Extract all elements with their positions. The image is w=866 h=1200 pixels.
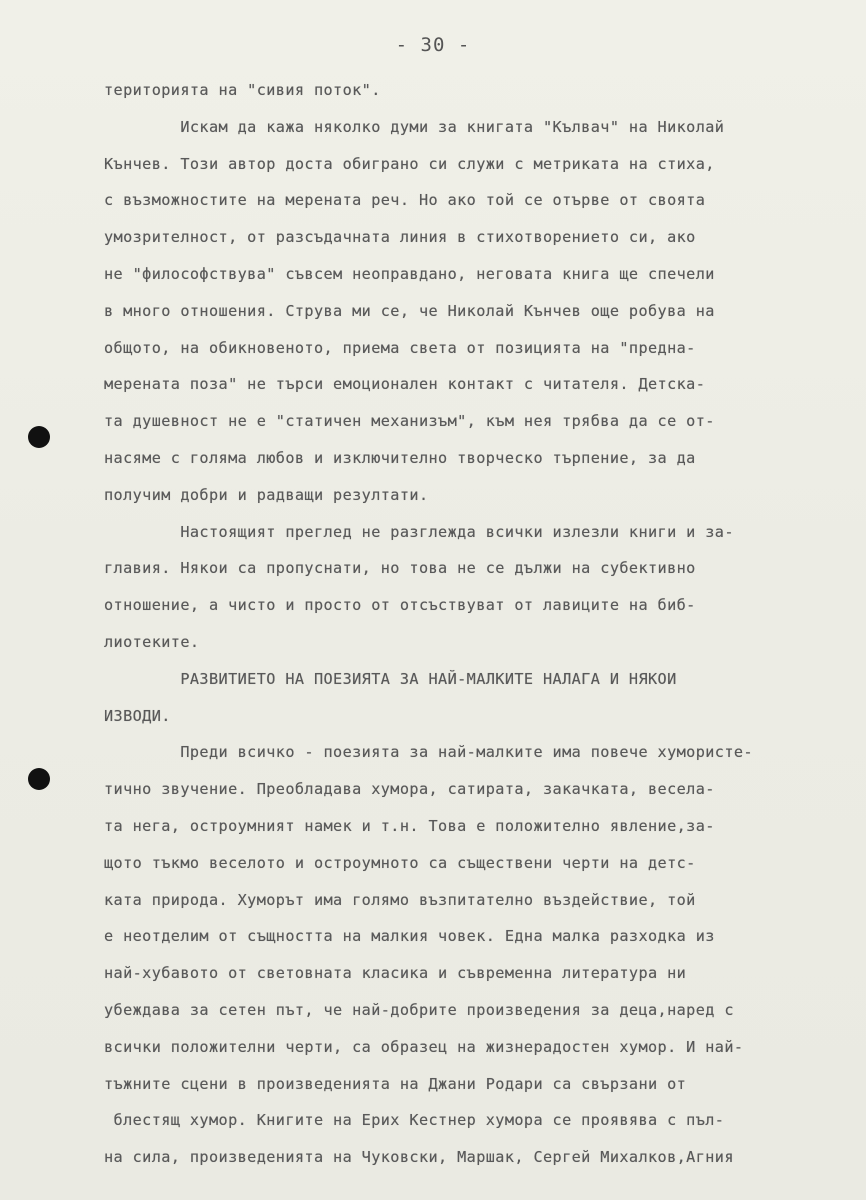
text-line: насяме с голяма любов и изключително творческо търпение, за да bbox=[104, 448, 696, 467]
text-line: тично звучение. Преобладава хумора, сатирата, закачката, весела- bbox=[104, 780, 715, 799]
text-line: в много отношения. Струва ми се, че Николай Кънчев още робува на bbox=[104, 301, 715, 320]
text-line: главия. Някои са пропуснати, но това не се дължи на субективно bbox=[104, 559, 696, 578]
body-text bbox=[104, 72, 834, 1176]
text-line: общото, на обикновеното, приема света от позицията на "предна- bbox=[104, 338, 696, 357]
punch-hole bbox=[28, 426, 50, 448]
text-line: лиотеките. bbox=[104, 632, 200, 651]
text-line: Настоящият преглед не разглежда всички излезли книги и за- bbox=[104, 522, 734, 541]
punch-hole bbox=[28, 768, 50, 790]
text-line: Преди всичко - поезията за най-малките има повече хумористе- bbox=[104, 743, 753, 762]
text-line: та нега, остроумният намек и т.н. Това е положително явление,за- bbox=[104, 816, 715, 835]
text-line: тъжните сцени в произведенията на Джани Родари са свързани от bbox=[104, 1074, 687, 1093]
text-line: е неотделим от същността на малкия човек. Една малка разходка из bbox=[104, 927, 715, 946]
text-line: убеждава за сетен път, че най-добрите произведения за деца,наред с bbox=[104, 1000, 734, 1019]
text-line: не "философствува" съвсем неоправдано, неговата книга ще спечели bbox=[104, 264, 715, 283]
text-line: отношение, а чисто и просто от отсъствуват от лавиците на биб- bbox=[104, 596, 696, 615]
text-line: ката природа. Хуморът има голямо възпитателно въздействие, той bbox=[104, 890, 696, 909]
text-line: всички положителни черти, са образец на жизнерадостен хумор. И най- bbox=[104, 1037, 744, 1056]
text-line: с възможностите на мерената реч. Но ако той се отърве от своята bbox=[104, 191, 706, 210]
section-heading-line: РАЗВИТИЕТО НА ПОЕЗИЯТА ЗА НАЙ-МАЛКИТЕ НАЛАГА И НЯКОИ bbox=[104, 669, 677, 688]
text-line: получим добри и радващи резултати. bbox=[104, 485, 429, 504]
text-line: умозрителност, от разсъдачната линия в стихотворението си, ако bbox=[104, 228, 696, 247]
text-line: най-хубавото от световната класика и съвременна литература ни bbox=[104, 964, 687, 983]
text-line: та душевност не е "статичен механизъм", към нея трябва да се от- bbox=[104, 412, 715, 431]
text-line: блестящ хумор. Книгите на Ерих Кестнер хумора се проявява с пъл- bbox=[104, 1111, 725, 1130]
text-line: щото тъкмо веселото и остроумното са съществени черти на детс- bbox=[104, 853, 696, 872]
page-number: - 30 - bbox=[395, 34, 471, 56]
text-line: мерената поза" не търси емоционален контакт с читателя. Детска- bbox=[104, 375, 706, 394]
section-heading-line: ИЗВОДИ. bbox=[104, 706, 171, 725]
text-line: територията на "сивия поток". bbox=[104, 81, 381, 99]
text-line: на сила, произведенията на Чуковски, Маршак, Сергей Михалков,Агния bbox=[104, 1148, 734, 1167]
text-line: Искам да кажа няколко думи за книгата "Кълвач" на Николай bbox=[104, 117, 725, 136]
text-line: Кънчев. Този автор доста обиграно си служи с метриката на стиха, bbox=[104, 154, 715, 173]
